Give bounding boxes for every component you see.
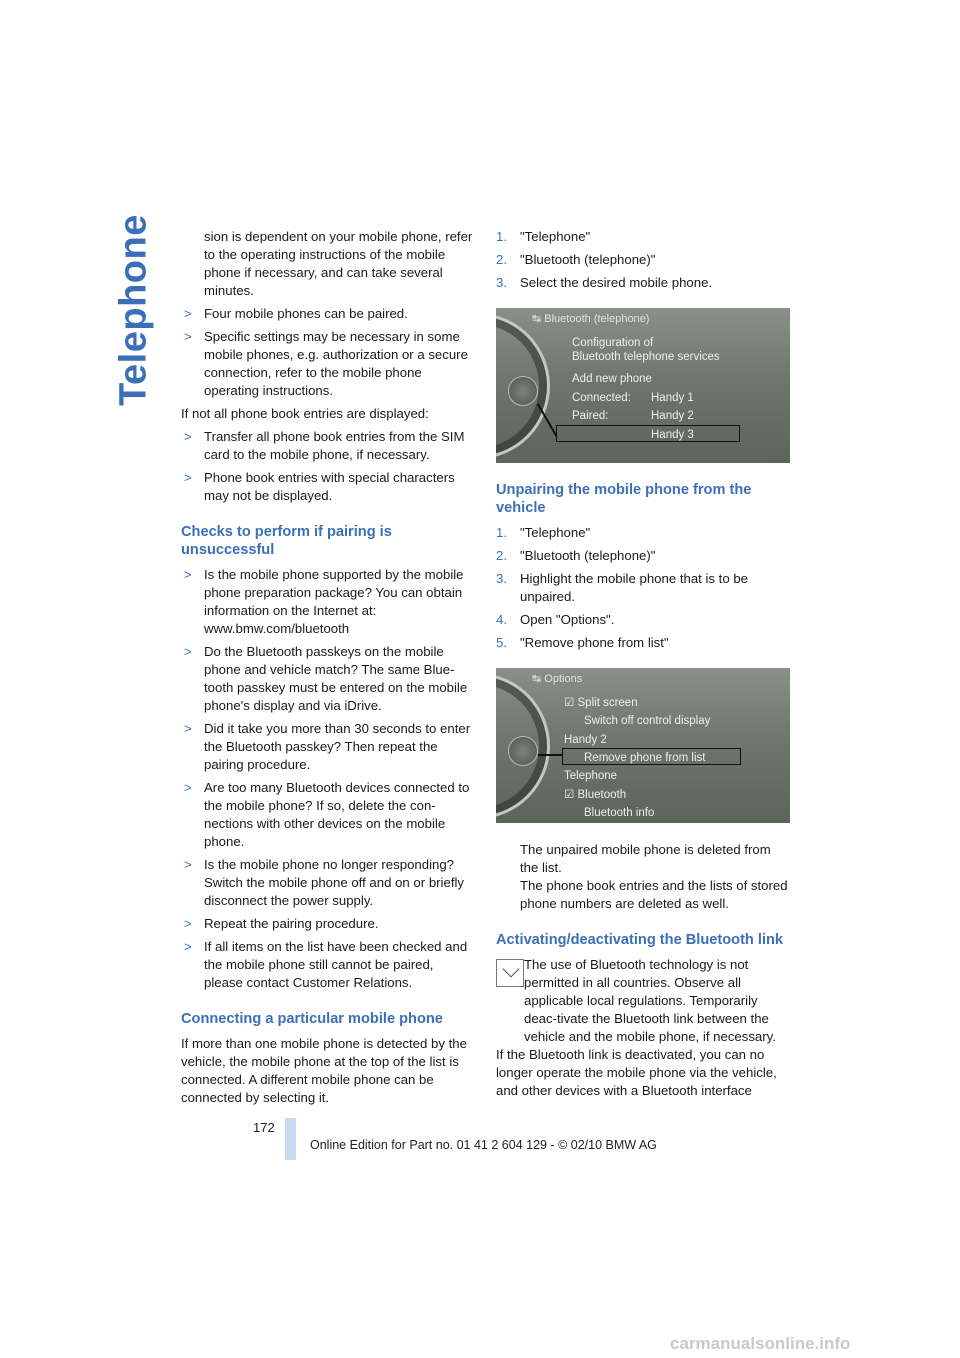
- paragraph: If more than one mobile phone is detected by the vehicle, the mobile phone at the top of the list is connected. A different mobile phone can be connected by selecting it.: [181, 1036, 467, 1105]
- checkbox-icon: ☑: [564, 789, 575, 801]
- menu-item-remove: Remove phone from list: [584, 752, 706, 764]
- step-item: 2. "Bluetooth (telephone)": [496, 252, 656, 267]
- note-check-icon: [496, 959, 524, 987]
- paragraph: The unpaired mobile phone is deleted from the list.: [520, 842, 771, 875]
- bullet-item: > Four mobile phones can be paired.: [184, 306, 408, 321]
- connected-label: Connected:: [572, 392, 631, 404]
- step-item: 5. "Remove phone from list": [496, 635, 669, 650]
- highlight-frame: [562, 748, 741, 765]
- highlight-frame: [556, 425, 740, 442]
- controller-knob: [508, 376, 538, 406]
- step-item: 4. Open "Options".: [496, 612, 615, 627]
- menu-item: Bluetooth info: [584, 807, 655, 819]
- menu-group: Handy 2: [564, 734, 607, 746]
- bullet-item: > Is the mobile phone no longer responding? Switch the mobile phone off and on or briefly disconnect the power supply.: [184, 857, 465, 908]
- intro-paragraph: sion is dependent on your mobile phone, refer to the operating instructions of the mobile phone if necessary, and can take several minutes.: [204, 229, 473, 298]
- bullet-item: > Did it take you more than 30 seconds to enter the Bluetooth passkey? Then repeat the pairing procedure.: [184, 721, 471, 772]
- bullet-item: > Transfer all phone book entries from the SIM card to the mobile phone, if necessary.: [184, 429, 465, 462]
- screen-title: ↹ Options: [532, 673, 583, 685]
- page-number: 172: [253, 1120, 275, 1135]
- step-item: 2. "Bluetooth (telephone)": [496, 548, 656, 563]
- section-title: Telephone: [112, 214, 155, 406]
- step-item: 1. "Telephone": [496, 229, 591, 244]
- screen-title: ↹ Bluetooth (telephone): [532, 313, 650, 325]
- menu-item: Switch off control display: [584, 715, 711, 727]
- connected-value: Handy 1: [651, 392, 694, 404]
- bullet-item: > Are too many Bluetooth devices connected to the mobile phone? If so, delete the con-nections with other devices on the mobile phone.: [184, 780, 470, 849]
- paired-label: Paired:: [572, 410, 609, 422]
- menu-item-split: ☑ Split screen: [564, 697, 638, 709]
- bullet-item: > Do the Bluetooth passkeys on the mobile phone and vehicle match? The same Blue-tooth passkey must be entered on the mobile phone's display and via iDrive.: [184, 644, 468, 713]
- left-column: [181, 228, 474, 1112]
- watermark: carmanualsonline.info: [670, 1334, 851, 1353]
- controller-knob: [508, 736, 538, 766]
- menu-item-bluetooth: ☑ Bluetooth: [564, 789, 627, 801]
- checkbox-icon: ☑: [564, 697, 575, 709]
- paragraph: If the Bluetooth link is deactivated, you can no longer operate the mobile phone via the vehicle, and other devices with a Bluetooth interface: [496, 1047, 777, 1098]
- heading-activate: Activating/deactivating the Bluetooth link: [496, 932, 784, 948]
- bullet-item: > Repeat the pairing procedure.: [184, 916, 379, 931]
- bullet-item: > Phone book entries with special characters may not be displayed.: [184, 470, 455, 503]
- note-block: [496, 956, 790, 1046]
- paired-value: Handy 2: [651, 410, 694, 422]
- step-item: 3. Highlight the mobile phone that is to be unpaired.: [496, 571, 748, 604]
- idrive-screen-bluetooth: [496, 308, 790, 463]
- pointer-line: [538, 754, 562, 756]
- heading-checks: Checks to perform if pairing is unsuccessful: [181, 524, 392, 558]
- edition-note: Online Edition for Part no. 01 41 2 604 129 - © 02/10 BMW AG: [310, 1138, 657, 1152]
- paired-value: Handy 3: [651, 429, 694, 441]
- menu-item: Configuration of: [572, 337, 654, 349]
- menu-group: Telephone: [564, 770, 618, 782]
- bullet-item: > Is the mobile phone supported by the mobile phone preparation package? You can obtain information on the Internet at: www.bmw.com/bluetooth: [184, 567, 464, 636]
- paragraph: If not all phone book entries are displayed:: [181, 406, 429, 421]
- right-column: [496, 228, 790, 1100]
- menu-item-add-phone: Add new phone: [572, 373, 652, 385]
- step-item: 1. "Telephone": [496, 525, 591, 540]
- note-text: The use of Bluetooth technology is not permitted in all countries. Observe all applicable local regulations. Temporarily deac-tivate the Bluetooth link between the vehicle and the mobile phone, if necessary.: [524, 957, 776, 1044]
- menu-item: Bluetooth telephone services: [572, 351, 720, 363]
- footer-marker: [285, 1118, 296, 1160]
- bullet-item: > Specific settings may be necessary in some mobile phones, e.g. authorization or a secure connection, refer to the mobile phone operating instructions.: [184, 329, 468, 398]
- idrive-screen-options: [496, 668, 790, 823]
- heading-unpair: Unpairing the mobile phone from the vehicle: [496, 482, 752, 516]
- section-tab: [112, 214, 156, 406]
- step-item: 3. Select the desired mobile phone.: [496, 275, 713, 290]
- heading-connect: Connecting a particular mobile phone: [181, 1011, 443, 1027]
- bullet-item: > If all items on the list have been checked and the mobile phone still cannot be paired, please contact Customer Relations.: [184, 939, 468, 990]
- paragraph: The phone book entries and the lists of stored phone numbers are deleted as well.: [520, 878, 788, 911]
